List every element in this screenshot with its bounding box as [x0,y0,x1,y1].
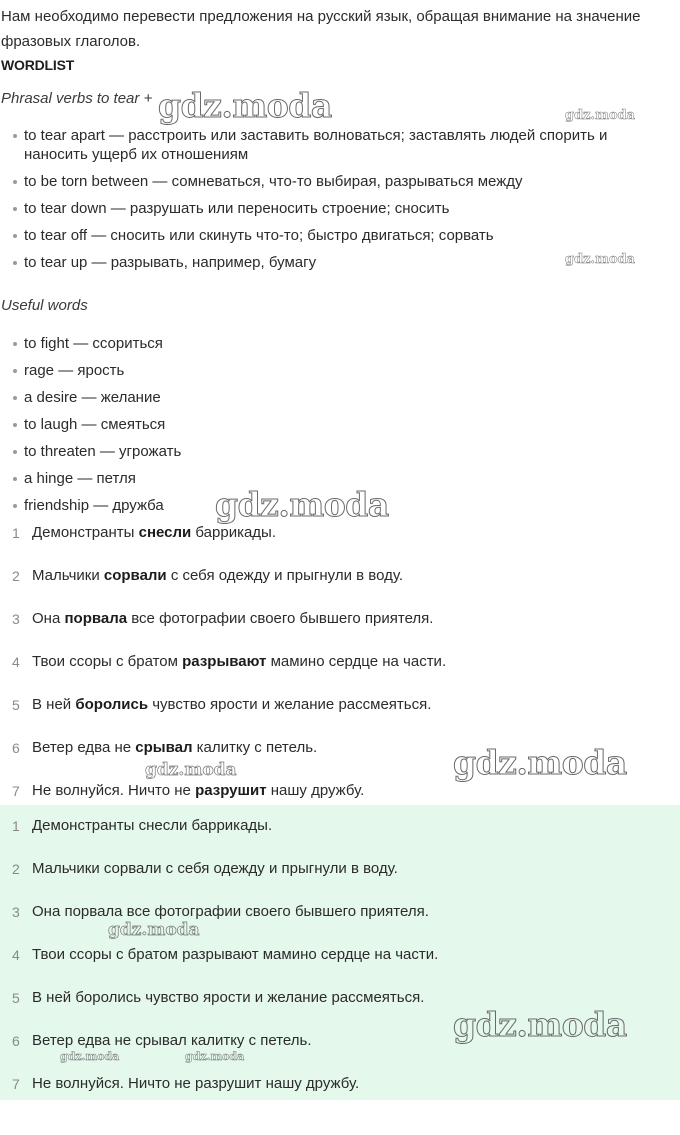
useful-item: to fight — ссориться [12,334,672,353]
answer-text: Демонстранты снесли баррикады. [32,817,273,834]
answer-number: 6 [12,1033,20,1049]
task-text: Ветер едва не срывал калитку с петель. [32,739,318,756]
phrasal-item: to be torn between — сомневаться, что-то выбирая, разрываться между [12,172,672,191]
watermark: gdz.moda [145,760,237,780]
answer-number: 7 [12,1076,20,1092]
task-number: 5 [12,697,20,713]
task-number: 3 [12,611,20,627]
watermark: gdz.moda [215,485,389,524]
phrasal-item: to tear off — сносить или скинуть что-то; быстро двигаться; сорвать [12,226,672,245]
answer-number: 4 [12,947,20,963]
task-text: Она порвала все фотографии своего бывшего приятеля. [32,610,434,627]
intro-text: Нам необходимо перевести предложения на русский язык, обращая внимание на значение фразовых глаголов. [1,8,641,50]
wordlist-title: WORDLIST [1,57,75,73]
task-number: 1 [12,525,20,541]
answer-text: Мальчики сорвали с себя одежду и прыгнули в воду. [32,860,398,877]
task-number: 4 [12,654,20,670]
phrasal-item: to tear apart — расстроить или заставить волноваться; заставлять людей спорить и наносить ущерб их отношениям [12,126,672,164]
answer-text: В ней боролись чувство ярости и желание рассмеяться. [32,989,425,1006]
useful-title: Useful words [1,297,88,314]
watermark: gdz.moda [185,1050,245,1063]
answer-number: 2 [12,861,20,877]
answer-number: 1 [12,818,20,834]
task-text: В ней боролись чувство ярости и желание рассмеяться. [32,696,432,713]
useful-item: to threaten — угрожать [12,442,672,461]
useful-item: a hinge — петля [12,469,672,488]
answer-text: Твои ссоры с братом разрывают мамино сердце на части. [32,946,439,963]
useful-item: rage — ярость [12,361,672,380]
watermark: gdz.moda [158,86,332,125]
watermark: gdz.moda [453,1005,627,1044]
useful-item: friendship — дружба [12,496,672,515]
task-text: Твои ссоры с братом разрывают мамино сердце на части. [32,653,447,670]
phrasal-item: to tear down — разрушать или переносить строение; сносить [12,199,672,218]
answer-number: 5 [12,990,20,1006]
task-text: Мальчики сорвали с себя одежду и прыгнули в воду. [32,567,404,584]
useful-item: a desire — желание [12,388,672,407]
answer-text: Она порвала все фотографии своего бывшего приятеля. [32,903,429,920]
phrasal-item: to tear up — разрывать, например, бумагу [12,253,672,272]
watermark: gdz.moda [108,920,200,940]
useful-item: to laugh — смеяться [12,415,672,434]
answer-number: 3 [12,904,20,920]
phrasal-title: Phrasal verbs to tear + [1,90,153,107]
answer-text: Ветер едва не срывал калитку с петель. [32,1032,312,1049]
task-number: 6 [12,740,20,756]
task-number: 2 [12,568,20,584]
watermark: gdz.moda [565,108,636,123]
watermark: gdz.moda [565,252,636,267]
task-text: Демонстранты снесли баррикады. [32,524,277,541]
answer-text: Не волнуйся. Ничто не разрушит нашу дружбу. [32,1075,360,1092]
task-text: Не волнуйся. Ничто не разрушит нашу дружбу. [32,782,365,799]
watermark: gdz.moda [453,743,627,782]
task-number: 7 [12,783,20,799]
watermark: gdz.moda [60,1050,120,1063]
